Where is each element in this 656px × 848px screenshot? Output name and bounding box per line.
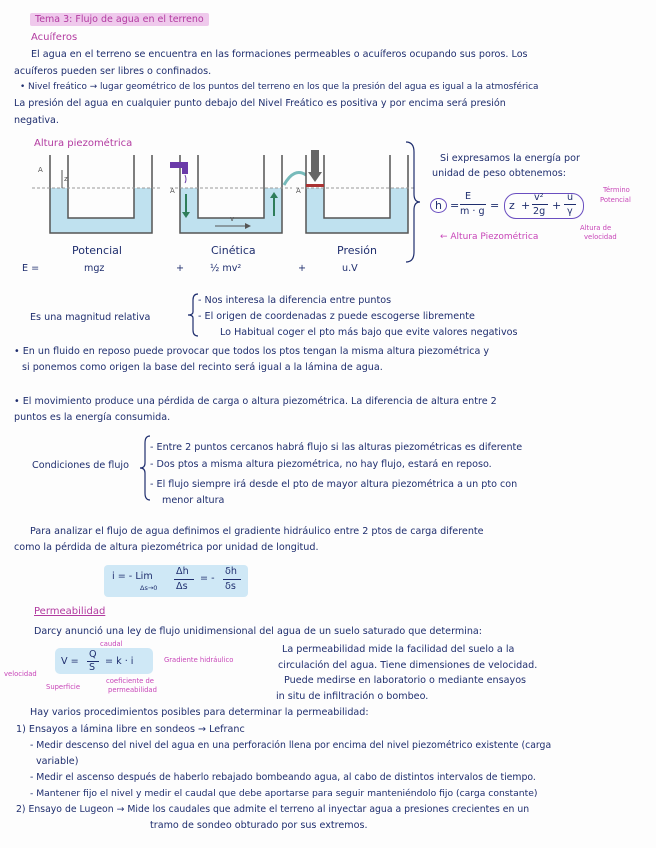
cin-label: Cinética (211, 244, 256, 257)
condiciones-item4: menor altura (162, 495, 225, 506)
grad-ds2: δs (225, 581, 236, 592)
plus-2: + (298, 263, 307, 274)
pot-label: Potencial (72, 244, 122, 257)
diag-v: v (230, 215, 235, 223)
relativa-item3: Lo Habitual coger el pto más bajo que evite valores negativos (220, 327, 518, 338)
perm-desc-3: Puede medirse en laboratorio o mediante ensayos (284, 675, 527, 686)
eq-2g: 2g (533, 206, 546, 217)
eq-mg: m · g (460, 206, 485, 217)
nivel-freatico-line1: • Nivel freático → lugar geométrico de los puntos del terreno en los que la presión del agua es igual a la atmosférica (20, 82, 539, 92)
eq-equals-2: = (490, 199, 500, 212)
relativa-lead: Es una magnitud relativa (30, 312, 151, 323)
proc-1c: - Medir el ascenso después de haberlo rebajado bombeando agua, al cabo de distintos intervalos de tiempo. (30, 772, 536, 783)
eq-z: z (509, 199, 515, 212)
label-termino: Término (603, 186, 630, 194)
label-caudal: caudal (100, 640, 123, 648)
proc-1b: variable) (36, 756, 79, 767)
darcy-ki: = k · i (105, 656, 134, 667)
darcy-equation (55, 648, 153, 674)
cin-formula: ½ mv² (210, 263, 242, 274)
energy-intro-2: unidad de peso obtenemos: (432, 168, 566, 179)
darcy-Q: Q (89, 649, 97, 660)
pres-formula: u.V (342, 263, 358, 274)
movimiento-line2: puntos es la energía consumida. (14, 412, 171, 423)
gradient-equation (104, 565, 248, 597)
label-velocidad: velocidad (4, 670, 37, 678)
energy-intro-1: Si expresamos la energía por (440, 153, 580, 164)
label-altura-vel-2: velocidad (584, 233, 617, 241)
energy-equation (428, 188, 586, 228)
eq-gamma: γ (567, 206, 573, 217)
diag-A-2: A (170, 187, 175, 195)
diag-A-3: A (296, 187, 301, 195)
relativa-item1: - Nos interesa la diferencia entre puntos (198, 295, 392, 306)
tank-cinetica (170, 155, 306, 233)
proc-2: 2) Ensayo de Lugeon → Mide los caudales que admite el terreno al inyectar agua a presiones crecientes en un (16, 804, 530, 815)
eq-h: h (430, 198, 447, 213)
pres-label: Presión (337, 244, 377, 257)
tank-potencial (32, 155, 160, 233)
label-potencial: Potencial (600, 196, 631, 204)
acuiferos-line1: El agua en el terreno se encuentra en las formaciones permeables o acuíferos ocupando sus poros. Los (31, 49, 528, 60)
nivel-freatico-line3: negativa. (14, 115, 59, 126)
label-superficie: Superficie (46, 683, 81, 691)
eq-plus-2: + (552, 199, 562, 212)
perm-desc-2: circulación del agua. Tiene dimensiones de velocidad. (278, 660, 538, 671)
proc-1a: - Medir descenso del nivel del agua en una perforación llena por encima del nivel piezométrico existente (carga (30, 740, 552, 751)
label-altura-piezometrica: ← Altura Piezométrica (440, 232, 539, 242)
label-altura-vel-1: Altura de (580, 224, 612, 232)
condiciones-item2: - Dos ptos a misma altura piezométrica, no hay flujo, estará en reposo. (150, 459, 492, 470)
fluido-line2: si ponemos como origen la base del recinto será igual a la lámina de agua. (22, 362, 383, 373)
perm-desc-4: in situ de infiltración o bombeo. (276, 691, 429, 702)
pot-formula: mgz (84, 263, 105, 274)
grad-i: i = - Lim (112, 571, 153, 582)
eq-u: u (567, 192, 574, 203)
tap-icon (170, 162, 188, 174)
proc-2b: tramo de sondeo obturado por sus extremos. (150, 820, 368, 831)
permeabilidad-heading: Permeabilidad (34, 606, 106, 617)
fluido-line1: • En un fluido en reposo puede provocar que todos los ptos tengan la misma altura piezométrica y (14, 346, 490, 357)
eq-plus-1: + (521, 199, 531, 212)
gradiente-line1: Para analizar el flujo de agua definimos el gradiente hidráulico entre 2 ptos de carga diferente (30, 526, 484, 537)
acuiferos-heading: Acuíferos (31, 32, 78, 43)
page-title: Tema 3: Flujo de agua en el terreno (30, 13, 209, 26)
condiciones-lead: Condiciones de flujo (32, 460, 129, 471)
plus-1: + (176, 263, 185, 274)
diag-A-1: A (38, 166, 43, 174)
proc-line: Hay varios procedimientos posibles para determinar la permeabilidad: (30, 707, 369, 718)
grad-rest: = - (200, 573, 215, 584)
proc-1d: - Mantener fijo el nivel y medir el caudal que debe aportarse para seguir manteniéndolo fijo (carga constante) (30, 788, 538, 799)
brace-energy (402, 140, 422, 265)
grad-dh2: δh (225, 566, 237, 577)
label-gradiente: Gradiente hidráulico (164, 656, 234, 664)
altura-heading: Altura piezométrica (34, 138, 133, 149)
label-coef-2: permeabilidad (108, 686, 157, 694)
darcy-v: V = (61, 656, 79, 667)
proc-1: 1) Ensayos a lámina libre en sondeos → Lefranc (16, 724, 245, 735)
grad-dh: Δh (176, 566, 189, 577)
perm-desc-1: La permeabilidad mide la facilidad del suelo a la (282, 644, 515, 655)
label-coef-1: coeficiente de (106, 677, 154, 685)
darcy-S: S (89, 662, 96, 673)
grad-lim-sub: Δs→0 (140, 584, 158, 592)
relativa-item2: - El origen de coordenadas z puede escogerse libremente (198, 311, 475, 322)
darcy-line: Darcy anunció una ley de flujo unidimensional del agua de un suelo saturado que determina: (34, 626, 483, 637)
condiciones-item3: - El flujo siempre irá desde el pto de mayor altura piezométrica a un pto con (150, 479, 518, 490)
diag-z: z (64, 175, 68, 183)
condiciones-item1: - Entre 2 puntos cercanos habrá flujo si las alturas piezométricas es diferente (150, 442, 523, 453)
eq-v2: v² (534, 192, 544, 203)
eq-E: E (465, 191, 472, 202)
movimiento-line1: • El movimiento produce una pérdida de carga o altura piezométrica. La diferencia de altura entre 2 (14, 396, 497, 407)
nivel-freatico-line2: La presión del agua en cualquier punto debajo del Nivel Freático es positiva y por encima será presión (14, 98, 506, 109)
tank-presion (296, 150, 416, 233)
acuiferos-line2: acuíferos pueden ser libres o confinados. (14, 66, 212, 77)
press-arrow-icon (308, 172, 322, 182)
gradiente-line2: como la pérdida de altura piezométrica por unidad de longitud. (14, 542, 319, 553)
E-label: E = (22, 263, 40, 274)
eq-equals-1: = (450, 199, 460, 212)
grad-ds: Δs (176, 581, 188, 592)
